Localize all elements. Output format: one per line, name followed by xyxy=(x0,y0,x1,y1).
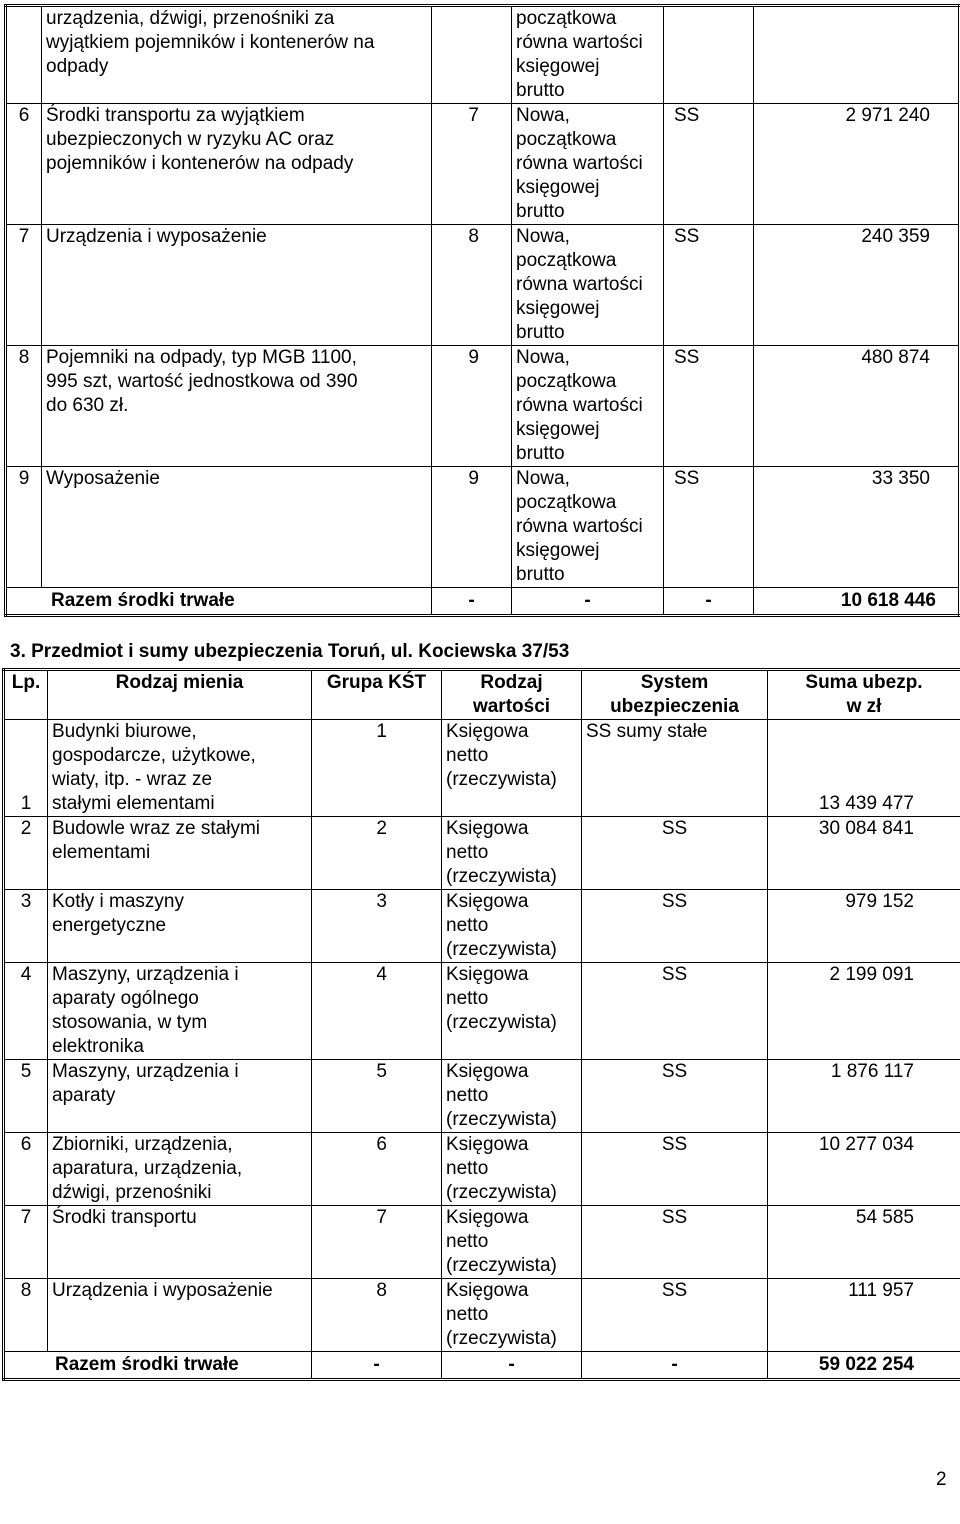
header-value-type-line: Rodzaj xyxy=(480,672,543,693)
value-type-line: (rzeczywista) xyxy=(446,939,557,960)
asset-name-line: wiaty, itp. - wraz ze xyxy=(52,769,213,790)
asset-name-line: energetyczne xyxy=(52,915,167,936)
asset-name xyxy=(48,1133,312,1206)
value-type-line: (rzeczywista) xyxy=(446,866,557,887)
insured-sum: 33 350 xyxy=(754,467,960,588)
asset-name-line: Kotły i maszyny xyxy=(52,891,184,912)
kst-group: 1 xyxy=(312,720,442,817)
total-row xyxy=(4,1352,960,1380)
row-number: 8 xyxy=(6,346,42,467)
row-number: 3 xyxy=(4,890,48,963)
insured-sum: 480 874 xyxy=(754,346,960,467)
value-type-line: początkowa xyxy=(516,492,617,513)
total-label: Razem środki trwałe xyxy=(4,1352,312,1380)
header-group: Grupa KŚT xyxy=(312,670,442,720)
asset-name xyxy=(42,467,432,588)
value-type-line: równa wartości xyxy=(516,274,643,295)
asset-name-line: dźwigi, przenośniki xyxy=(52,1182,212,1203)
value-type xyxy=(442,963,582,1060)
value-type xyxy=(512,104,664,225)
value-type-line: (rzeczywista) xyxy=(446,1012,557,1033)
value-type-line: (rzeczywista) xyxy=(446,1255,557,1276)
asset-name-line: Środki transportu xyxy=(52,1207,197,1228)
kst-group: 6 xyxy=(312,1133,442,1206)
asset-name xyxy=(48,720,312,817)
asset-name xyxy=(48,1060,312,1133)
insurance-system: SS xyxy=(582,1060,768,1133)
value-type-line: Księgowa xyxy=(446,818,529,839)
asset-name-line: Maszyny, urządzenia i xyxy=(52,1061,239,1082)
asset-name-line: elektronika xyxy=(52,1036,144,1057)
value-type xyxy=(442,1133,582,1206)
value-type-line: księgowej xyxy=(516,177,600,198)
asset-name-line: ubezpieczonych w ryzyku AC oraz xyxy=(46,129,335,150)
insurance-system xyxy=(664,6,754,104)
total-sum: 59 022 254 xyxy=(768,1352,960,1380)
insured-sum: 10 277 034 xyxy=(768,1133,960,1206)
value-type xyxy=(442,1279,582,1352)
asset-name-line: stosowania, w tym xyxy=(52,1012,208,1033)
insured-sum: 1 876 117 xyxy=(768,1060,960,1133)
total-value-type: - xyxy=(442,1352,582,1380)
asset-name-line: do 630 zł. xyxy=(46,395,129,416)
asset-name-line: pojemników i kontenerów na odpady xyxy=(46,153,354,174)
value-type-line: brutto xyxy=(516,322,565,343)
insured-sum: 979 152 xyxy=(768,890,960,963)
value-type-line: równa wartości xyxy=(516,395,643,416)
value-type-line: Księgowa xyxy=(446,1207,529,1228)
row-number: 1 xyxy=(4,720,48,817)
table-row xyxy=(4,1279,960,1352)
asset-name xyxy=(48,1206,312,1279)
kst-group: 8 xyxy=(312,1279,442,1352)
insurance-system: SS xyxy=(582,963,768,1060)
kst-group: 5 xyxy=(312,1060,442,1133)
asset-name-line: Środki transportu za wyjątkiem xyxy=(46,105,305,126)
asset-name-line: Urządzenia i wyposażenie xyxy=(46,226,267,247)
asset-name-line: wyjątkiem pojemników i kontenerów na xyxy=(46,32,375,53)
asset-name-line: Pojemniki na odpady, typ MGB 1100, xyxy=(46,347,357,368)
total-label: Razem środki trwałe xyxy=(6,588,432,616)
insured-sum: 111 957 xyxy=(768,1279,960,1352)
row-number xyxy=(6,6,42,104)
insured-sum: 54 585 xyxy=(768,1206,960,1279)
total-sum: 10 618 446 xyxy=(754,588,960,616)
asset-name-line: Maszyny, urządzenia i xyxy=(52,964,239,985)
value-type xyxy=(442,1060,582,1133)
value-type-line: Księgowa xyxy=(446,721,529,742)
row-number: 9 xyxy=(6,467,42,588)
asset-name-line: 995 szt, wartość jednostkowa od 390 xyxy=(46,371,358,392)
table-row xyxy=(4,817,960,890)
value-type-line: Księgowa xyxy=(446,891,529,912)
header-system xyxy=(582,670,768,720)
value-type-line: brutto xyxy=(516,80,565,101)
value-type-line: równa wartości xyxy=(516,153,643,174)
insurance-system: SS xyxy=(664,104,754,225)
value-type-line: równa wartości xyxy=(516,32,643,53)
asset-name-line: Wyposażenie xyxy=(46,468,160,489)
value-type-line: księgowej xyxy=(516,298,600,319)
header-value-type-line: wartości xyxy=(472,696,551,717)
kst-group: 4 xyxy=(312,963,442,1060)
asset-name xyxy=(42,6,432,104)
value-type-line: netto xyxy=(446,988,489,1009)
header-lp: Lp. xyxy=(4,670,48,720)
value-type-line: początkowa xyxy=(516,129,617,150)
kst-group xyxy=(432,6,512,104)
value-type-line: netto xyxy=(446,1085,489,1106)
value-type-line: (rzeczywista) xyxy=(446,1182,557,1203)
table-row xyxy=(6,6,960,104)
total-row xyxy=(6,588,960,616)
asset-name xyxy=(48,817,312,890)
value-type-line: (rzeczywista) xyxy=(446,769,557,790)
value-type-line: netto xyxy=(446,1158,489,1179)
table-header-row xyxy=(4,670,960,720)
insurance-system: SS xyxy=(664,225,754,346)
total-group: - xyxy=(312,1352,442,1380)
table-row xyxy=(6,225,960,346)
row-number: 2 xyxy=(4,817,48,890)
table-row xyxy=(4,1133,960,1206)
section-heading: 3. Przedmiot i sumy ubezpieczenia Toruń, ul. Kociewska 37/53 xyxy=(10,641,570,662)
value-type-line: netto xyxy=(446,1231,489,1252)
kst-group: 9 xyxy=(432,467,512,588)
table-row xyxy=(6,346,960,467)
value-type xyxy=(512,467,664,588)
row-number: 6 xyxy=(4,1133,48,1206)
value-type xyxy=(512,346,664,467)
insurance-system: SS sumy stałe xyxy=(582,720,768,817)
value-type-line: księgowej xyxy=(516,56,600,77)
asset-name-line: elementami xyxy=(52,842,151,863)
value-type-line: brutto xyxy=(516,564,565,585)
value-type-line: Księgowa xyxy=(446,1280,529,1301)
value-type-line: netto xyxy=(446,915,489,936)
table-row xyxy=(4,963,960,1060)
asset-name-line: odpady xyxy=(46,56,109,77)
header-sum-line: w zł xyxy=(846,696,882,717)
insurance-system: SS xyxy=(664,346,754,467)
value-type-line: (rzeczywista) xyxy=(446,1328,557,1349)
asset-name-line: Zbiorniki, urządzenia, xyxy=(52,1134,233,1155)
row-number: 5 xyxy=(4,1060,48,1133)
row-number: 7 xyxy=(6,225,42,346)
insured-sum: 2 199 091 xyxy=(768,963,960,1060)
asset-name-line: urządzenia, dźwigi, przenośniki za xyxy=(46,8,335,29)
value-type-line: Księgowa xyxy=(446,1061,529,1082)
insurance-system: SS xyxy=(582,817,768,890)
row-number: 6 xyxy=(6,104,42,225)
asset-name xyxy=(42,225,432,346)
asset-name-line: stałymi elementami xyxy=(52,793,215,814)
row-number: 8 xyxy=(4,1279,48,1352)
total-system: - xyxy=(582,1352,768,1380)
header-system-line: ubezpieczenia xyxy=(610,696,739,717)
table-row xyxy=(4,1206,960,1279)
table-row xyxy=(4,1060,960,1133)
page-number: 2 xyxy=(936,1469,947,1490)
kst-group: 3 xyxy=(312,890,442,963)
insurance-system: SS xyxy=(582,1133,768,1206)
header-sum xyxy=(768,670,960,720)
header-name: Rodzaj mienia xyxy=(48,670,312,720)
insurance-system: SS xyxy=(664,467,754,588)
kst-group: 8 xyxy=(432,225,512,346)
value-type-line: brutto xyxy=(516,201,565,222)
table-row xyxy=(6,467,960,588)
value-type-line: netto xyxy=(446,1304,489,1325)
value-type-line: netto xyxy=(446,842,489,863)
insurance-system: SS xyxy=(582,1206,768,1279)
asset-name xyxy=(42,346,432,467)
assets-table-continued xyxy=(4,4,960,617)
total-group: - xyxy=(432,588,512,616)
insurance-sums-body xyxy=(4,670,960,1380)
insurance-system: SS xyxy=(582,890,768,963)
asset-name-line: Budynki biurowe, xyxy=(52,721,197,742)
header-system-line: System xyxy=(640,672,709,693)
kst-group: 7 xyxy=(432,104,512,225)
asset-name xyxy=(48,963,312,1060)
value-type-line: brutto xyxy=(516,443,565,464)
value-type xyxy=(442,1206,582,1279)
insured-sum: 2 971 240 xyxy=(754,104,960,225)
insured-sum: 13 439 477 xyxy=(768,720,960,817)
insurance-sums-table xyxy=(2,668,960,1381)
insured-sum xyxy=(754,6,960,104)
value-type-line: początkowa xyxy=(516,8,617,29)
value-type xyxy=(442,720,582,817)
asset-name-line: aparaty ogólnego xyxy=(52,988,199,1009)
asset-name-line: aparaty xyxy=(52,1085,116,1106)
asset-name xyxy=(42,104,432,225)
asset-name-line: aparatura, urządzenia, xyxy=(52,1158,243,1179)
kst-group: 2 xyxy=(312,817,442,890)
header-value-type xyxy=(442,670,582,720)
value-type-line: Nowa, xyxy=(516,105,570,126)
value-type-line: Nowa, xyxy=(516,468,570,489)
value-type xyxy=(442,817,582,890)
value-type-line: równa wartości xyxy=(516,516,643,537)
value-type-line: Nowa, xyxy=(516,347,570,368)
value-type-line: Nowa, xyxy=(516,226,570,247)
value-type-line: Księgowa xyxy=(446,1134,529,1155)
asset-name-line: Urządzenia i wyposażenie xyxy=(52,1280,273,1301)
insurance-system: SS xyxy=(582,1279,768,1352)
table-row xyxy=(4,720,960,817)
value-type-line: początkowa xyxy=(516,371,617,392)
header-sum-line: Suma ubezp. xyxy=(805,672,923,693)
table-row xyxy=(6,104,960,225)
insured-sum: 30 084 841 xyxy=(768,817,960,890)
value-type-line: (rzeczywista) xyxy=(446,1109,557,1130)
insured-sum: 240 359 xyxy=(754,225,960,346)
total-system: - xyxy=(664,588,754,616)
value-type-line: Księgowa xyxy=(446,964,529,985)
value-type-line: księgowej xyxy=(516,540,600,561)
asset-name-line: gospodarcze, użytkowe, xyxy=(52,745,256,766)
assets-table-body xyxy=(6,6,960,616)
value-type xyxy=(512,6,664,104)
total-value-type: - xyxy=(512,588,664,616)
value-type xyxy=(442,890,582,963)
kst-group: 9 xyxy=(432,346,512,467)
value-type-line: netto xyxy=(446,745,489,766)
value-type-line: księgowej xyxy=(516,419,600,440)
row-number: 7 xyxy=(4,1206,48,1279)
kst-group: 7 xyxy=(312,1206,442,1279)
row-number: 4 xyxy=(4,963,48,1060)
value-type-line: początkowa xyxy=(516,250,617,271)
asset-name xyxy=(48,1279,312,1352)
value-type xyxy=(512,225,664,346)
asset-name xyxy=(48,890,312,963)
asset-name-line: Budowle wraz ze stałymi xyxy=(52,818,261,839)
table-row xyxy=(4,890,960,963)
